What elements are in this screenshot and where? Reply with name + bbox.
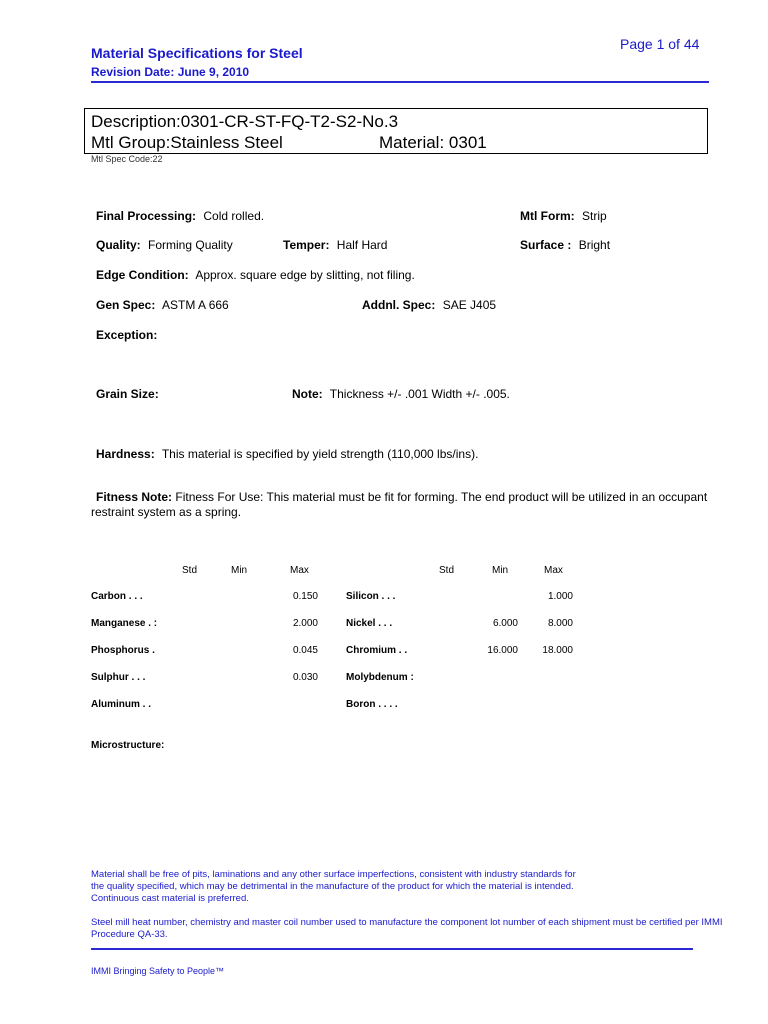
chem-left-max-value: 0.045 xyxy=(292,645,318,656)
chem-right-label: Silicon . . . xyxy=(346,591,396,602)
mtl-group-text: Mtl Group:Stainless Steel xyxy=(91,133,283,152)
right-min-header: Min xyxy=(492,565,509,576)
fitness-note-label: Fitness Note: xyxy=(96,490,173,504)
chem-left-label: Manganese . : xyxy=(91,618,158,629)
description-box xyxy=(84,108,708,154)
fitness-note-value: Fitness For Use: This material must be fit for forming. The end product will be utilized in an occupant restraint system as a spring. xyxy=(91,490,708,519)
chem-left-label: Phosphorus . xyxy=(91,645,155,656)
hardness-value: This material is specified by yield strength (110,000 lbs/ins). xyxy=(161,447,479,461)
left-min-header: Min xyxy=(231,565,248,576)
surface-value: Bright xyxy=(578,238,611,252)
chem-left-label: Carbon . . . xyxy=(91,591,143,602)
chem-right-label: Nickel . . . xyxy=(346,618,393,629)
chem-right-min-value: 16.000 xyxy=(487,645,518,656)
footer-rule xyxy=(91,948,693,950)
addnl-spec-row xyxy=(362,298,496,312)
chem-left-max-value: 0.150 xyxy=(292,591,318,602)
chem-left-max-value: 2.000 xyxy=(292,618,318,629)
left-std-header: Std xyxy=(182,565,198,576)
hardness-label: Hardness: xyxy=(96,447,155,461)
note-row xyxy=(292,387,510,401)
temper-value: Half Hard xyxy=(336,238,388,252)
chem-right-max-value: 18.000 xyxy=(542,645,573,656)
revision-date: Revision Date: June 9, 2010 xyxy=(91,65,250,79)
chem-left-label: Sulphur . . . xyxy=(91,672,146,683)
quality-row xyxy=(96,238,233,252)
temper-row xyxy=(283,238,387,252)
left-max-header: Max xyxy=(290,565,309,576)
final-processing-label: Final Processing: xyxy=(96,209,197,223)
exception-row xyxy=(96,328,161,342)
quality-label: Quality: xyxy=(96,238,141,252)
final-processing-row xyxy=(96,209,264,223)
quality-value: Forming Quality xyxy=(148,238,233,252)
description-text: Description:0301-CR-ST-FQ-T2-S2-No.3 xyxy=(91,112,399,131)
chem-right-max-value: 1.000 xyxy=(547,591,573,602)
exception-label: Exception: xyxy=(96,328,158,342)
grain-size-row xyxy=(96,387,163,401)
footer-tagline: IMMI Bringing Safety to People™ xyxy=(91,966,225,976)
microstructure-label: Microstructure: xyxy=(91,740,165,751)
chem-left-max-value: 0.030 xyxy=(292,672,318,683)
chem-right-label: Chromium . . xyxy=(346,645,408,656)
chem-right-min-value: 6.000 xyxy=(492,618,518,629)
hardness-row xyxy=(96,447,478,461)
mtl-form-label: Mtl Form: xyxy=(520,209,575,223)
spec-code: Mtl Spec Code:22 xyxy=(91,154,163,164)
temper-label: Temper: xyxy=(283,238,330,252)
mtl-form-value: Strip xyxy=(582,209,607,223)
material-text: Material: 0301 xyxy=(379,133,487,152)
chem-right-label: Boron . . . . xyxy=(346,699,398,710)
gen-spec-label: Gen Spec: xyxy=(96,298,156,312)
note-value: Thickness +/- .001 Width +/- .005. xyxy=(329,387,510,401)
chem-right-max-value: 8.000 xyxy=(547,618,573,629)
fitness-note xyxy=(91,490,711,520)
edge-condition-label: Edge Condition: xyxy=(96,268,189,282)
document-title: Material Specifications for Steel xyxy=(91,45,303,61)
header-rule xyxy=(91,81,709,83)
footer-quality-note: Material shall be free of pits, laminations and any other surface imperfections, consistent with industry standards for the quality specified, which may be detrimental in the manufacture of the product for which the material is intended. Continuous cast material is preferred. xyxy=(91,869,576,904)
surface-label: Surface : xyxy=(520,238,572,252)
chem-left-label: Aluminum . . xyxy=(91,699,151,710)
footer-certification-note: Steel mill heat number, chemistry and master coil number used to manufacture the component lot number of each shipment must be certified per IMMI Procedure QA-33. xyxy=(91,917,723,940)
grain-size-label: Grain Size: xyxy=(96,387,159,401)
mtl-form-row xyxy=(520,209,607,223)
final-processing-value: Cold rolled. xyxy=(203,209,265,223)
edge-condition-row xyxy=(96,268,415,282)
addnl-spec-value: SAE J405 xyxy=(442,298,497,312)
addnl-spec-label: Addnl. Spec: xyxy=(362,298,436,312)
edge-condition-value: Approx. square edge by slitting, not filing. xyxy=(195,268,415,282)
chem-right-label: Molybdenum : xyxy=(346,672,414,683)
page-indicator: Page 1 of 44 xyxy=(620,36,700,52)
gen-spec-row xyxy=(96,298,229,312)
gen-spec-value: ASTM A 666 xyxy=(162,298,229,312)
note-label: Note: xyxy=(292,387,323,401)
right-std-header: Std xyxy=(439,565,455,576)
surface-row xyxy=(520,238,610,252)
right-max-header: Max xyxy=(544,565,563,576)
